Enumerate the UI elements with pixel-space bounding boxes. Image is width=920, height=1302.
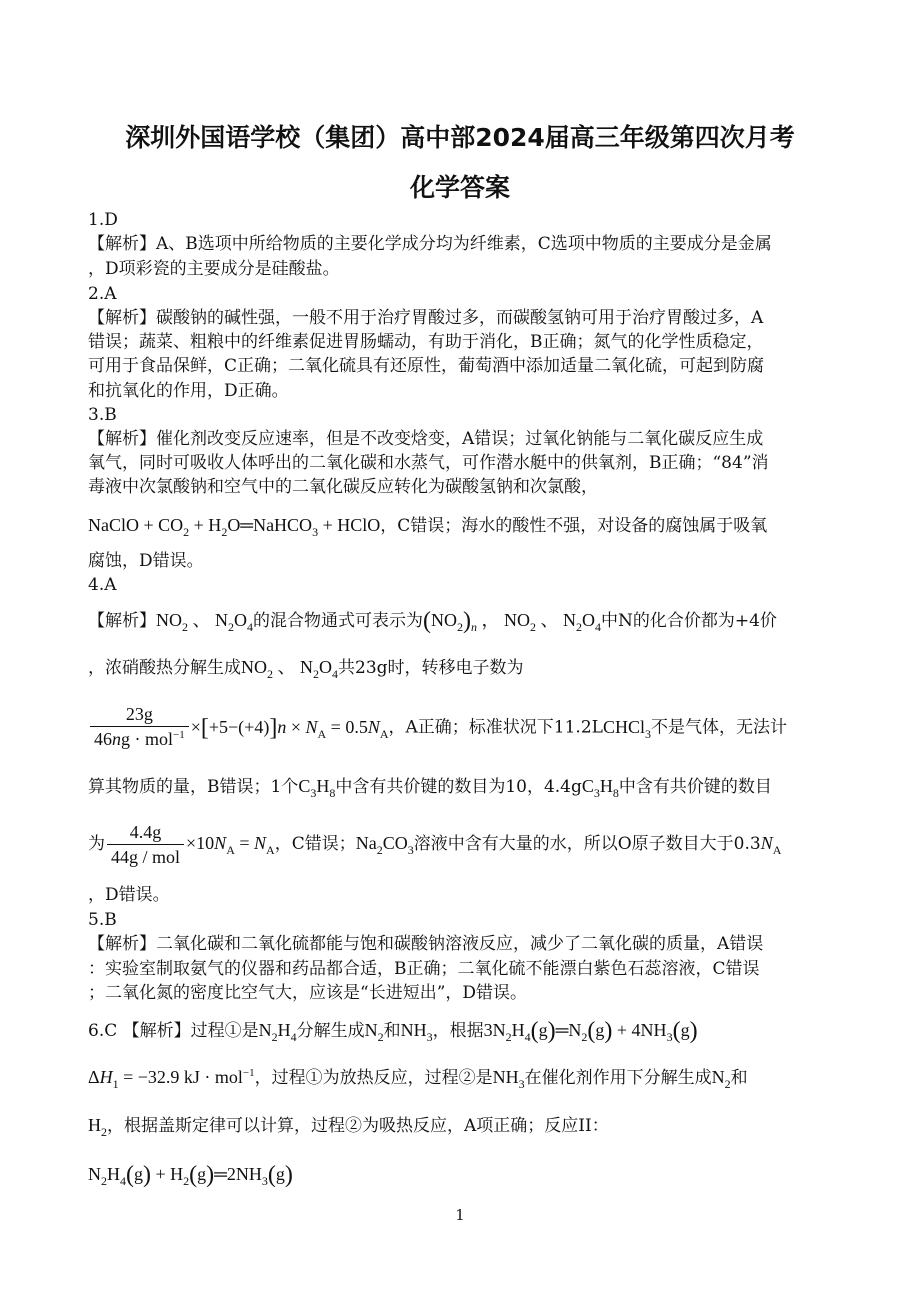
q6-text: 和	[730, 1068, 748, 1088]
q4-explanation-line: 算其物质的量，B错误；1个$C_3H_8$中含有共价键的数目为10，$4.4gC_3H_8$中含有共价键的数目	[88, 776, 772, 800]
q6-text: ，过程①为放热反应，过程②是	[254, 1068, 493, 1088]
q2-explanation-line: 错误；蔬菜、粗粮中的纤维素促进胃肠蠕动，有助于消化，B正确；氮气的化学性质稳定，	[88, 332, 764, 352]
q4-text: 【解析】	[88, 611, 156, 631]
q4-text: 的混合物通式可表示为	[253, 611, 423, 631]
document-subtitle: 化学答案	[409, 173, 510, 202]
q6-explanation-line: $H_2$，根据盖斯定律可以计算，过程②为吸热反应，A项正确；反应II：	[88, 1115, 609, 1139]
fraction-4.4g: $\frac{4.4g}{\text{44g / mol}}$	[107, 822, 184, 867]
q4-explanation-line: ，D错误。	[88, 885, 170, 905]
q4-answer: 4.A	[88, 575, 117, 595]
q3-equation-line	[88, 514, 767, 538]
q3-answer: 3.B	[88, 405, 117, 425]
q6-text: 和	[383, 1021, 401, 1041]
q2-explanation-line: 【解析】碳酸钠的碱性强，一般不用于治疗胃酸过多，而碳酸氢钠可用于治疗胃酸过多，A	[88, 308, 764, 328]
equation-naclo: NaClO + $CO_2$ + $H_2O═NaHCO_3$ + HClO	[88, 515, 381, 539]
q3-explanation-line: 腐蚀，D错误。	[88, 551, 204, 571]
q6-explanation-line: $\Delta H_1 = -32.9$ kJ · mol$^{-1}$，过程①为放热反应，过程②是$NH_3$在催化剂作用下分解生成$N_2$和	[88, 1067, 748, 1091]
q2-answer: 2.A	[88, 284, 117, 304]
q4-text: 算其物质的量，B错误；1个	[88, 777, 299, 797]
q6-text: 在催化剂作用下分解生成	[524, 1068, 712, 1088]
q4-explanation-line: ，浓硝酸热分解生成$NO_2$ 、 $N_2O_4$共23g时，转移电子数为	[88, 657, 524, 681]
q6-equation-line	[88, 1162, 293, 1187]
q4-text: 共23g时，转移电子数为	[338, 658, 524, 678]
q6-text: ，根据	[432, 1021, 484, 1041]
q5-explanation-line: ：实验室制取氨气的仪器和药品都合适，B正确；二氧化硫不能漂白紫色石蕊溶液，C错误	[88, 959, 760, 979]
q1-explanation-line: ，D项彩瓷的主要成分是硅酸盐。	[88, 259, 340, 279]
q1-answer: 1.D	[88, 210, 118, 230]
q5-explanation-line: 【解析】二氧化碳和二氧化硫都能与饱和碳酸钠溶液反应，减少了二氧化碳的质量，A错误	[88, 934, 764, 954]
q3-explanation-line: 【解析】催化剂改变反应速率，但是不改变焓变，A错误；过氧化钠能与二氧化碳反应生成	[88, 429, 764, 449]
equation-reaction-ii: $N_2H_4(g)$ + $H_2(g)═2NH_3(g)$	[88, 1162, 293, 1188]
q2-explanation-line: 和抗氧化的作用，D正确。	[88, 381, 289, 401]
q5-answer: 5.B	[88, 910, 117, 930]
page-number: 1	[455, 1206, 465, 1224]
q3-explanation-line: 毒液中次氯酸钠和空气中的二氧化碳反应转化为碳酸氢钠和次氯酸，	[88, 477, 598, 497]
fraction-23g: $\frac{23g}{46ng \cdot mol^{-1}}$	[90, 704, 189, 752]
q4-text: 中N的化合价都为+4价	[601, 611, 777, 631]
q6-explanation-line: 6.C 【解析】过程①是$N_2H_4$分解生成$N_2$和$NH_3$，根据$3N_2H_4(g)═N_2(g) + 4NH_3(g)$	[88, 1018, 698, 1044]
q4-text: 中含有共价键的数目	[618, 777, 772, 797]
q6-text: ，根据盖斯定律可以计算，过程②为吸热反应，A项正确；反应II：	[107, 1116, 609, 1136]
q4-formula-line: $\frac{23g}{46ng \cdot mol^{-1}}$ $\times[+5-(+4)]n \times N_A = 0.5N_A$，A正确；标准状况下11.2LCHCl$_3$不是气体，无法计	[88, 704, 787, 752]
document-title: 深圳外国语学校（集团）高中部2024届高三年级第四次月考	[125, 123, 795, 152]
q6-text: 6.C 【解析】过程①是	[88, 1021, 259, 1041]
q4-text: ，A正确；标准状况下11.2L	[388, 717, 603, 738]
q4-text: 溶液中含有大量的水，所以O原子数目大于0.3	[413, 834, 761, 854]
q4-explanation-line: 【解析】$NO_2$ 、 $N_2O_4$的混合物通式可表示为$(NO_2)_n$ ， $NO_2$ 、 $N_2O_4$中N的化合价都为+4价	[88, 608, 777, 634]
q4-text: ，浓硝酸热分解生成	[88, 658, 241, 678]
q3-explanation-line: 氧气，同时可吸收人体呼出的二氧化碳和水蒸气，可作潜水艇中的供氧剂，B正确；“84”消	[88, 453, 769, 473]
q4-text: 为	[88, 834, 105, 854]
q4-text: 不是气体，无法计	[650, 717, 787, 738]
q4-formula-line: 为 $\frac{4.4g}{\text{44g / mol}}$ $\times 10N_A = N_A$，C错误；$Na_2CO_3$溶液中含有大量的水，所以O原子数目大于$0.3N_A$	[88, 822, 782, 867]
q4-text: 中含有共价键的数目为10，4.4g	[335, 777, 582, 797]
q5-explanation-line: ；二氧化氮的密度比空气大，应该是“长进短出”，D错误。	[88, 983, 528, 1003]
q4-text: ，C错误；	[274, 834, 356, 854]
q1-explanation-line: 【解析】A、B选项中所给物质的主要化学成分均为纤维素，C选项中物质的主要成分是金属	[88, 234, 772, 254]
q3-equation-text: ，C错误；海水的酸性不强，对设备的腐蚀属于吸氧	[380, 516, 768, 536]
q2-explanation-line: 可用于食品保鲜，C正确；二氧化硫具有还原性，葡萄酒中添加适量二氧化硫，可起到防腐	[88, 356, 765, 376]
q6-text: 分解生成	[296, 1021, 365, 1041]
